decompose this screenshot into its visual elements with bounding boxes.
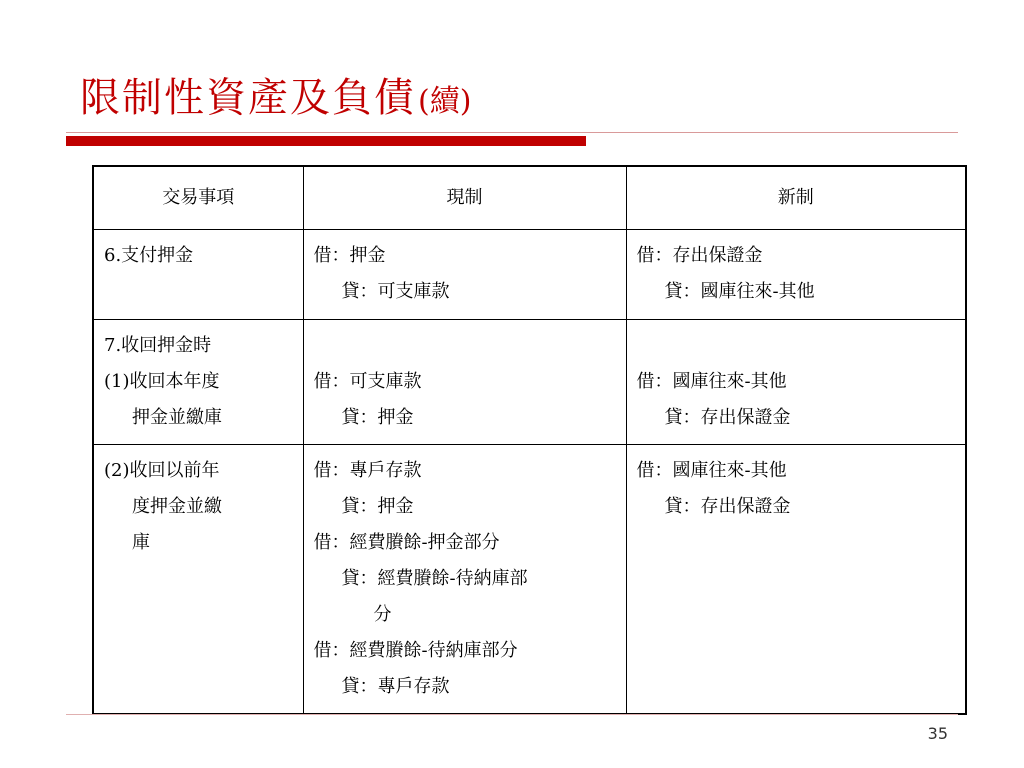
cell-line: 貸：押金 bbox=[341, 407, 414, 428]
footer-divider bbox=[66, 714, 958, 715]
cell-line: 7.收回押金時 bbox=[104, 335, 212, 356]
cell-new bbox=[626, 320, 966, 445]
cell-line: 押金並繳庫 bbox=[132, 407, 222, 428]
cell-line: 6.支付押金 bbox=[104, 245, 194, 266]
cell-line: 度押金並繳 bbox=[132, 496, 222, 517]
cell-line: (1)收回本年度 bbox=[104, 371, 220, 392]
cell-line: 貸：存出保證金 bbox=[664, 496, 791, 517]
cell-new bbox=[626, 230, 966, 320]
journal-entries-table bbox=[92, 165, 967, 715]
slide-title-main: 限制性資產及負債 bbox=[80, 75, 416, 121]
cell-line: 借：可支庫款 bbox=[313, 371, 422, 392]
cell-current bbox=[303, 445, 626, 715]
cell-transaction bbox=[93, 230, 303, 320]
header-current-system: 現制 bbox=[303, 166, 626, 230]
cell-line: 貸：專戶存款 bbox=[341, 676, 450, 697]
cell-line: 貸：押金 bbox=[341, 496, 414, 517]
table-header-row bbox=[93, 166, 966, 230]
cell-current bbox=[303, 230, 626, 320]
cell-current bbox=[303, 320, 626, 445]
cell-line: 借：國庫往來-其他 bbox=[636, 371, 787, 392]
slide-title-suffix: (續) bbox=[418, 84, 472, 119]
title-divider-thick bbox=[66, 136, 586, 146]
cell-line: 借：存出保證金 bbox=[636, 245, 763, 266]
table-row bbox=[93, 320, 966, 445]
header-new-system: 新制 bbox=[626, 166, 966, 230]
cell-line: 借：專戶存款 bbox=[313, 460, 422, 481]
cell-line: 貸：國庫往來-其他 bbox=[664, 281, 815, 302]
cell-line: 借：國庫往來-其他 bbox=[636, 460, 787, 481]
cell-line: 庫 bbox=[132, 532, 150, 553]
cell-line: 貸：存出保證金 bbox=[664, 407, 791, 428]
table-row bbox=[93, 230, 966, 320]
header-transaction: 交易事項 bbox=[93, 166, 303, 230]
cell-line: 借：押金 bbox=[313, 245, 386, 266]
page-number: 35 bbox=[927, 724, 948, 743]
title-divider-thin bbox=[66, 132, 958, 133]
cell-line: 貸：可支庫款 bbox=[341, 281, 450, 302]
cell-line: (2)收回以前年 bbox=[104, 460, 220, 481]
cell-transaction bbox=[93, 445, 303, 715]
table-row bbox=[93, 445, 966, 715]
slide-title bbox=[80, 66, 471, 123]
cell-line: 借：經費賸餘-押金部分 bbox=[313, 532, 500, 553]
cell-new bbox=[626, 445, 966, 715]
cell-line: 分 bbox=[373, 604, 392, 625]
cell-line: 貸：經費賸餘-待納庫部 bbox=[341, 568, 528, 589]
cell-transaction bbox=[93, 320, 303, 445]
cell-line: 借：經費賸餘-待納庫部分 bbox=[313, 640, 518, 661]
